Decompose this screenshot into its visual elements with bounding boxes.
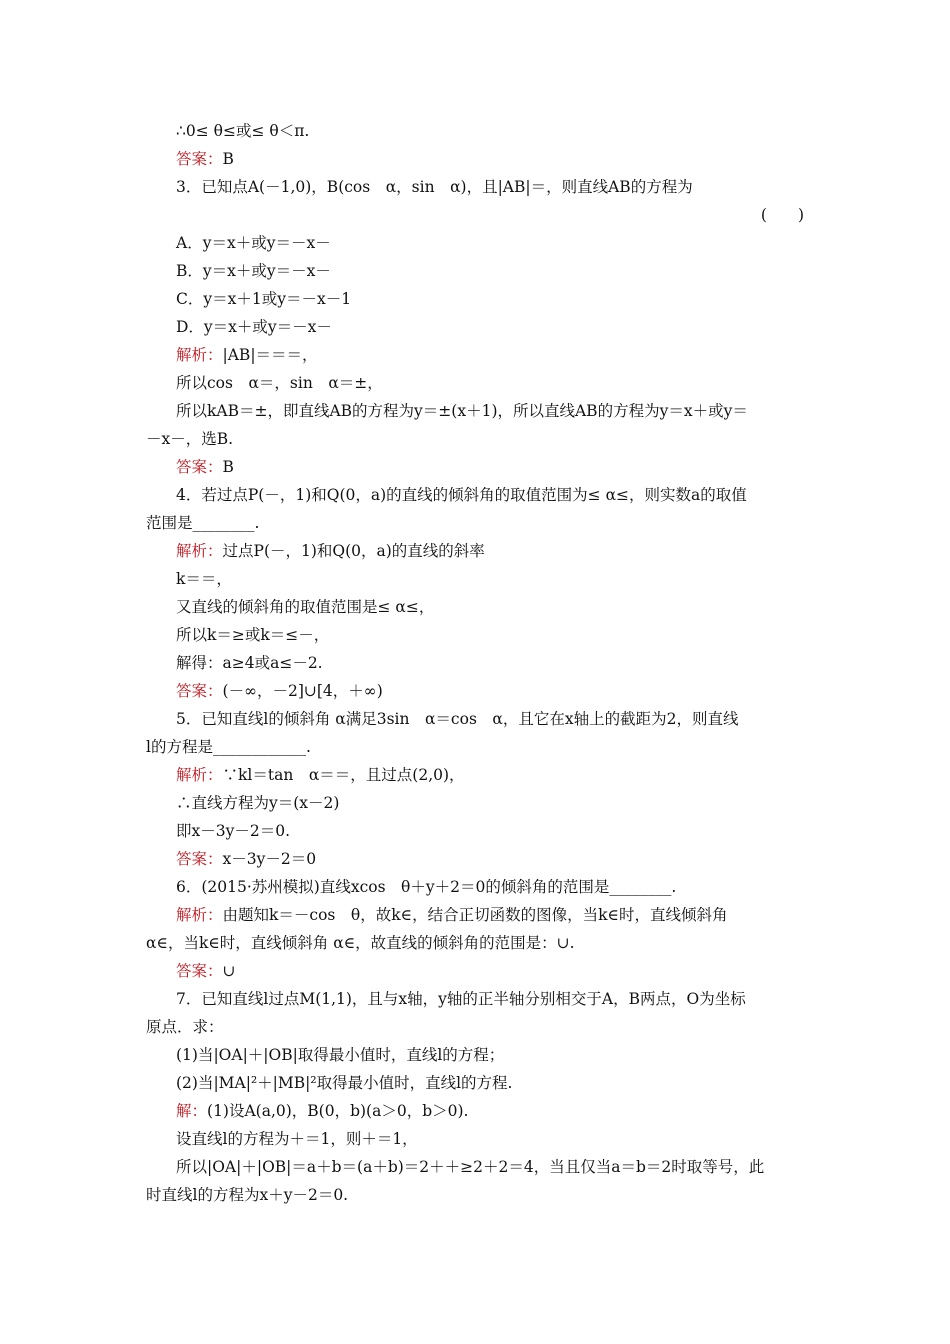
text-line: ∴直线方程为y＝(x－2) xyxy=(176,794,340,812)
question-7: 7．已知直线l过点M(1,1)，且与x轴，y轴的正半轴分别相交于A，B两点，O为坐标 xyxy=(176,990,746,1008)
text-line: 又直线的倾斜角的取值范围是≤ α≤， xyxy=(176,598,435,616)
question-5: 5．已知直线l的倾斜角 α满足3sin α＝cos α，且它在x轴上的截距为2，则直线 xyxy=(176,710,739,728)
text-line: k＝＝， xyxy=(176,570,232,588)
text-line: 即x－3y－2＝0. xyxy=(176,822,291,840)
answer-label: 答案： xyxy=(176,962,223,980)
text-line: －x－，选B. xyxy=(146,430,234,448)
analysis-line: 解析：∵kl＝tan α＝＝，且过点(2,0)， xyxy=(176,766,465,784)
text-line: 所以kAB＝±，即直线AB的方程为y＝±(x＋1)，所以直线AB的方程为y＝x＋或y＝ xyxy=(176,402,748,420)
text-line: 所以|OA|＋|OB|＝a＋b＝(a＋b)＝2＋＋≥2＋2＝4，当且仅当a＝b＝2时取等号，此 xyxy=(176,1158,765,1176)
option-c: C．y＝x＋1或y＝－x－1 xyxy=(176,290,352,308)
answer-line: 答案：(－∞，－2]∪[4，＋∞) xyxy=(176,682,383,700)
text-line: l的方程是____________. xyxy=(146,738,311,756)
analysis-label: 解析： xyxy=(176,766,223,784)
text-line: 时直线l的方程为x＋y－2＝0. xyxy=(146,1186,349,1204)
sub-question-2: (2)当|MA|²＋|MB|²取得最小值时，直线l的方程. xyxy=(176,1074,513,1092)
text-line: 范围是________. xyxy=(146,514,260,532)
analysis-label: 解析： xyxy=(176,346,223,364)
option-b: B．y＝x＋或y＝－x－ xyxy=(176,262,331,280)
answer-label: 答案： xyxy=(176,682,223,700)
text-line: 所以k＝≥或k＝≤－， xyxy=(176,626,330,644)
text-line: 原点．求： xyxy=(146,1018,224,1036)
question-6: 6．(2015·苏州模拟)直线xcos θ＋y＋2＝0的倾斜角的范围是________. xyxy=(176,878,677,896)
text-line: 所以cos α＝，sin α＝±， xyxy=(176,374,383,392)
answer-label: 答案： xyxy=(176,458,223,476)
option-d: D．y＝x＋或y＝－x－ xyxy=(176,318,332,336)
text-line: ∴0≤ θ≤或≤ θ＜π. xyxy=(176,122,310,140)
solution-label: 解： xyxy=(176,1102,208,1120)
answer-bracket: ( ) xyxy=(760,206,804,224)
analysis-label: 解析： xyxy=(176,542,223,560)
text-line: α∈，当k∈时，直线倾斜角 α∈，故直线的倾斜角的范围是：∪. xyxy=(146,934,575,952)
answer-line: 答案：x－3y－2＝0 xyxy=(176,850,317,868)
solution-line: 解：(1)设A(a,0)，B(0，b)(a＞0，b＞0). xyxy=(176,1102,469,1120)
analysis-line: 解析：过点P(－，1)和Q(0，a)的直线的斜率 xyxy=(176,542,485,560)
question-3: 3．已知点A(－1,0)，B(cos α，sin α)，且|AB|＝，则直线AB的方程为 xyxy=(176,178,693,196)
analysis-line: 解析：由题知k＝－cos θ，故k∈，结合正切函数的图像，当k∈时，直线倾斜角 xyxy=(176,906,728,924)
answer-line: 答案：B xyxy=(176,458,234,476)
sub-question-1: (1)当|OA|＋|OB|取得最小值时，直线l的方程； xyxy=(176,1046,505,1064)
answer-line: 答案：∪ xyxy=(176,962,236,980)
question-4: 4．若过点P(－，1)和Q(0，a)的直线的倾斜角的取值范围为≤ α≤，则实数a的取值 xyxy=(176,486,747,504)
answer-line: 答案：B xyxy=(176,150,234,168)
answer-label: 答案： xyxy=(176,850,223,868)
analysis-label: 解析： xyxy=(176,906,223,924)
analysis-line: 解析：|AB|＝＝＝， xyxy=(176,346,318,364)
text-line: 设直线l的方程为＋＝1，则＋＝1， xyxy=(176,1130,418,1148)
option-a: A．y＝x＋或y＝－x－ xyxy=(176,234,331,252)
text-line: 解得：a≥4或a≤－2. xyxy=(176,654,323,672)
answer-label: 答案： xyxy=(176,150,223,168)
